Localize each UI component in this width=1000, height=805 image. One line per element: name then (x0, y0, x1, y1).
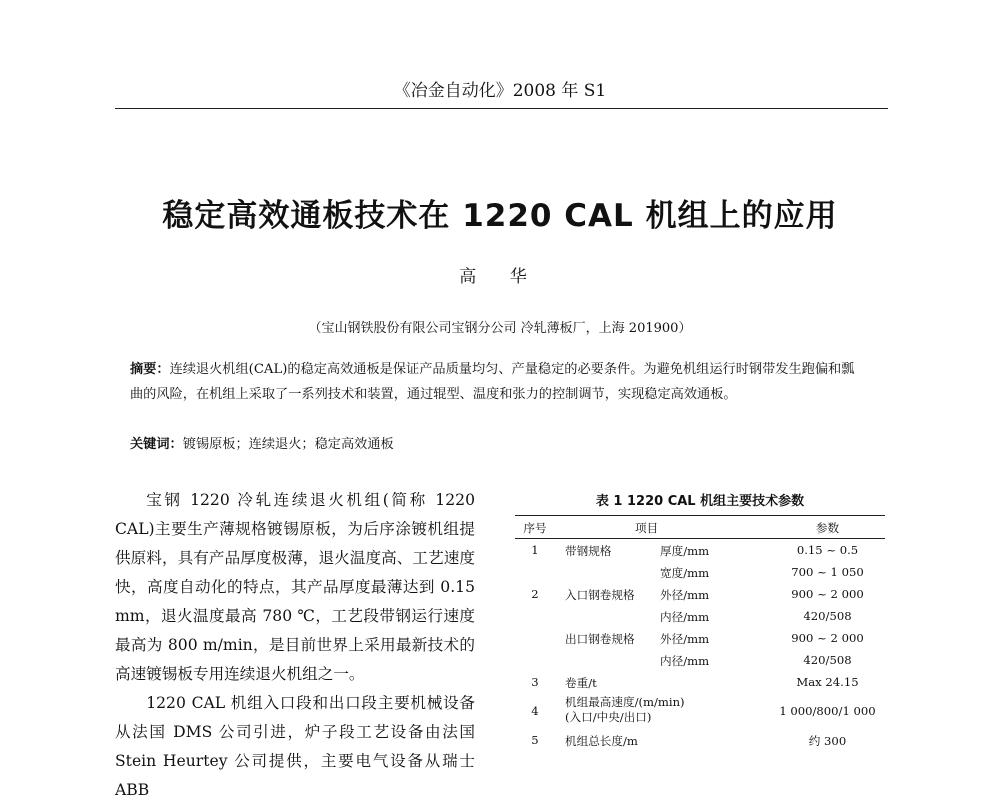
table-row (515, 583, 885, 605)
abstract-label: 摘要： (130, 362, 170, 377)
row-item (565, 695, 685, 725)
keywords-label: 关键词： (130, 437, 183, 452)
body-paragraph-1: 宝钢 1220 冷轧连续退火机组(简称 1220 CAL)主要生产薄规格镀锡原板，为后序涂镀机组提供原料，具有产品厚度极薄，退火温度高、工艺速度快，高度自动化的特点，其产品厚度最薄达到 0.15 mm，退火温度最高 780 ℃，工艺段带钢运行速度最高为 800 m/min，是目前世界上采用最新技术的高速镀锡板专用连续退火机组之一。 (115, 491, 475, 683)
row-item-line1: 机组最高速度/(m/min) (565, 695, 685, 709)
row-value: 0.15 ~ 0.5 (796, 543, 859, 557)
row-no: 3 (531, 675, 539, 689)
row-sub: 内径/mm (660, 610, 710, 624)
row-value: 700 ~ 1 050 (791, 565, 864, 579)
table-row (515, 605, 885, 627)
row-item: 带钢规格 (565, 544, 612, 558)
row-item: 出口钢卷规格 (565, 632, 635, 646)
abstract-text: 连续退火机组(CAL)的稳定高效通板是保证产品质量均匀、产量稳定的必要条件。为避免机组运行时钢带发生跑偏和瓢曲的风险，在机组上采取了一系列技术和装置，通过辊型、温度和张力的控制调节，实现稳定高效通板。 (130, 362, 855, 402)
row-no: 5 (531, 733, 539, 747)
header-item: 项目 (635, 521, 659, 535)
row-item-line2: (入口/中央/出口) (565, 710, 652, 724)
row-value: 900 ~ 2 000 (791, 631, 864, 645)
row-sub: 宽度/mm (660, 566, 710, 580)
table-row (515, 539, 885, 561)
journal-header: 《冶金自动化》2008 年 S1 (393, 81, 607, 101)
row-sub: 外径/mm (660, 632, 710, 646)
body-column (115, 486, 475, 805)
header-rule (115, 108, 888, 109)
header-value: 参数 (815, 521, 840, 535)
table-row (515, 649, 885, 671)
author-name: 高 华 (459, 267, 541, 287)
row-value: Max 24.15 (796, 675, 859, 689)
row-no: 2 (531, 587, 539, 601)
table-caption: 表 1 1220 CAL 机组主要技术参数 (595, 494, 805, 509)
keywords (130, 433, 865, 452)
table-row (515, 561, 885, 583)
body-paragraph-2: 1220 CAL 机组入口段和出口段主要机械设备从法国 DMS 公司引进，炉子段工艺设备由法国 Stein Heurtey 公司提供，主要电气设备从瑞士 ABB (115, 694, 475, 799)
row-sub: 外径/mm (660, 588, 710, 602)
table-header-row (515, 516, 885, 538)
row-value: 420/508 (803, 653, 852, 667)
table-row (515, 693, 885, 729)
row-no: 4 (531, 704, 539, 718)
row-sub: 内径/mm (660, 654, 710, 668)
header-no: 序号 (523, 521, 547, 535)
abstract (130, 357, 865, 407)
row-value: 900 ~ 2 000 (791, 587, 864, 601)
row-no: 1 (531, 543, 539, 557)
keywords-text: 镀锡原板；连续退火；稳定高效通板 (182, 437, 394, 452)
author-affiliation: （宝山钢铁股份有限公司宝钢分公司 冷轧薄板厂，上海 201900） (308, 321, 692, 336)
row-value: 1 000/800/1 000 (779, 704, 876, 718)
row-value: 420/508 (803, 609, 852, 623)
table-row (515, 729, 885, 751)
parameters-table (515, 515, 885, 751)
row-sub: 厚度/mm (660, 544, 710, 558)
row-value: 约 300 (808, 734, 847, 748)
row-item: 机组总长度/m (565, 734, 638, 748)
table-row (515, 671, 885, 693)
row-item: 卷重/t (565, 676, 597, 690)
article-title: 稳定高效通板技术在 1220 CAL 机组上的应用 (162, 198, 838, 234)
table-row (515, 627, 885, 649)
row-item: 入口钢卷规格 (565, 588, 635, 602)
